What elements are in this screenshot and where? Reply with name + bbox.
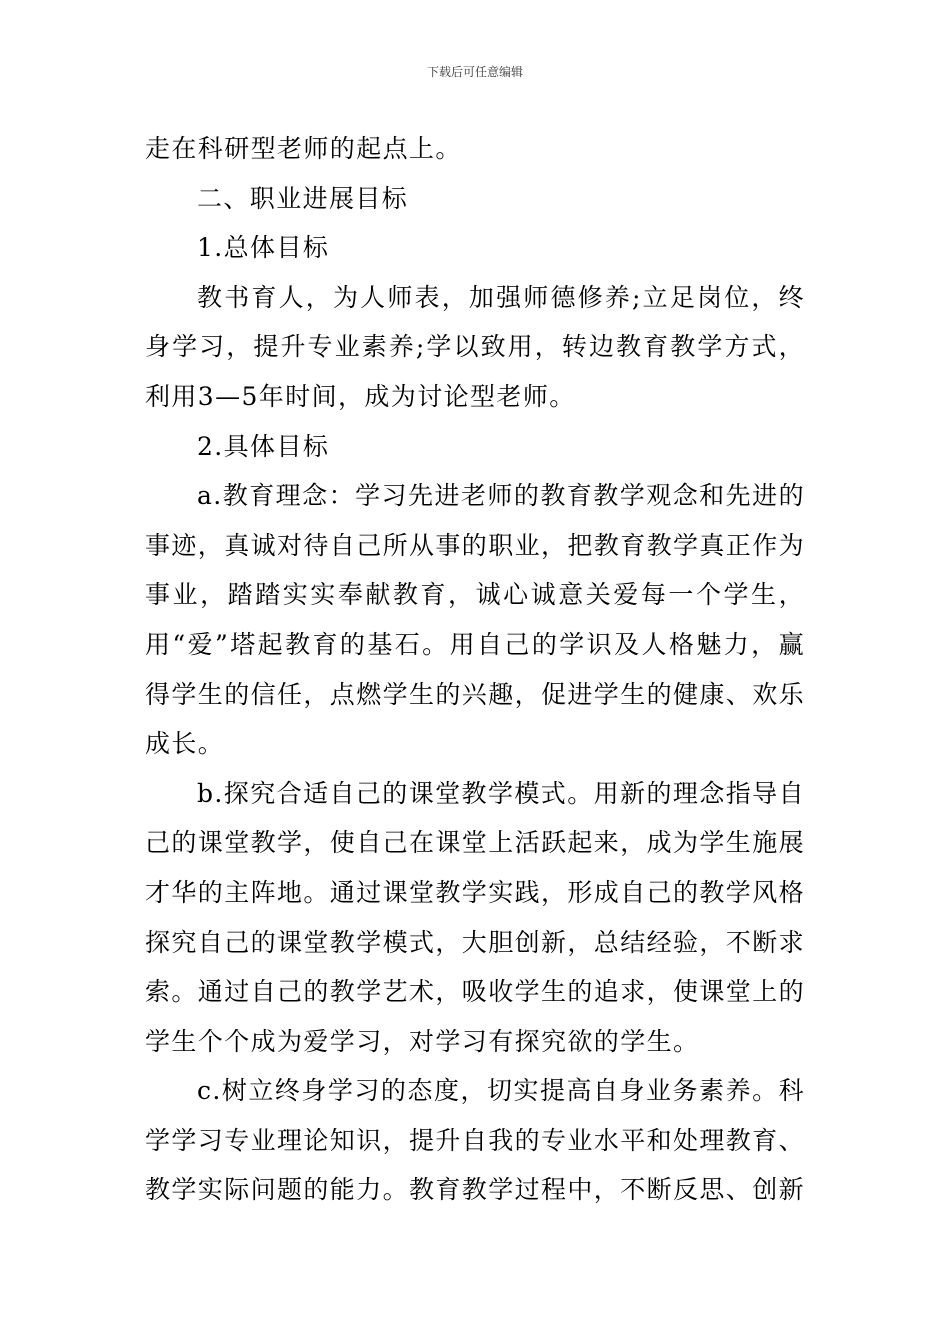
document-body [145, 124, 805, 1215]
paragraph-goal-a: a.教育理念：学习先进老师的教育教学观念和先进的事迹，真诚对待自己所从事的职业，把教育教学真正作为事业，踏踏实实奉献教育，诚心诚意关爱每一个学生，用“爱”塔起教育的基石。用自己的学识及人格魅力，赢得学生的信任，点燃学生的兴趣，促进学生的健康、欢乐成长。 [145, 481, 806, 759]
paragraph-goal-b: b.探究合适自己的课堂教学模式。用新的理念指导自己的课堂教学，使自己在课堂上活跃起来，成为学生施展才华的主阵地。通过课堂教学实践，形成自己的教学风格探究自己的课堂教学模式，大胆创新，总结经验，不断求索。通过自己的教学艺术，吸收学生的追求，使课堂上的学生个个成为爱学习，对学习有探究欲的学生。 [145, 778, 806, 1056]
subheading-overall-goal: 1.总体目标 [197, 233, 330, 263]
paragraph-goal-c: c.树立终身学习的态度，切实提高自身业务素养。科学学习专业理论知识，提升自我的专业水平和处理教育、教学实际问题的能力。教育教学过程中，不断反思、创新 [145, 1076, 806, 1205]
section-heading-career-goals: 二、职业进展目标 [197, 183, 409, 213]
paragraph-overall-goal: 教书育人，为人师表，加强师德修养;立足岗位，终身学习，提升专业素养;学以致用，转边教育教学方式，利用3—5年时间，成为讨论型老师。 [145, 282, 805, 411]
subheading-specific-goals: 2.具体目标 [197, 431, 330, 461]
paragraph-continuation: 走在科研型老师的起点上。 [145, 134, 462, 163]
page-header-note: 下载后可任意编辑 [426, 65, 523, 79]
